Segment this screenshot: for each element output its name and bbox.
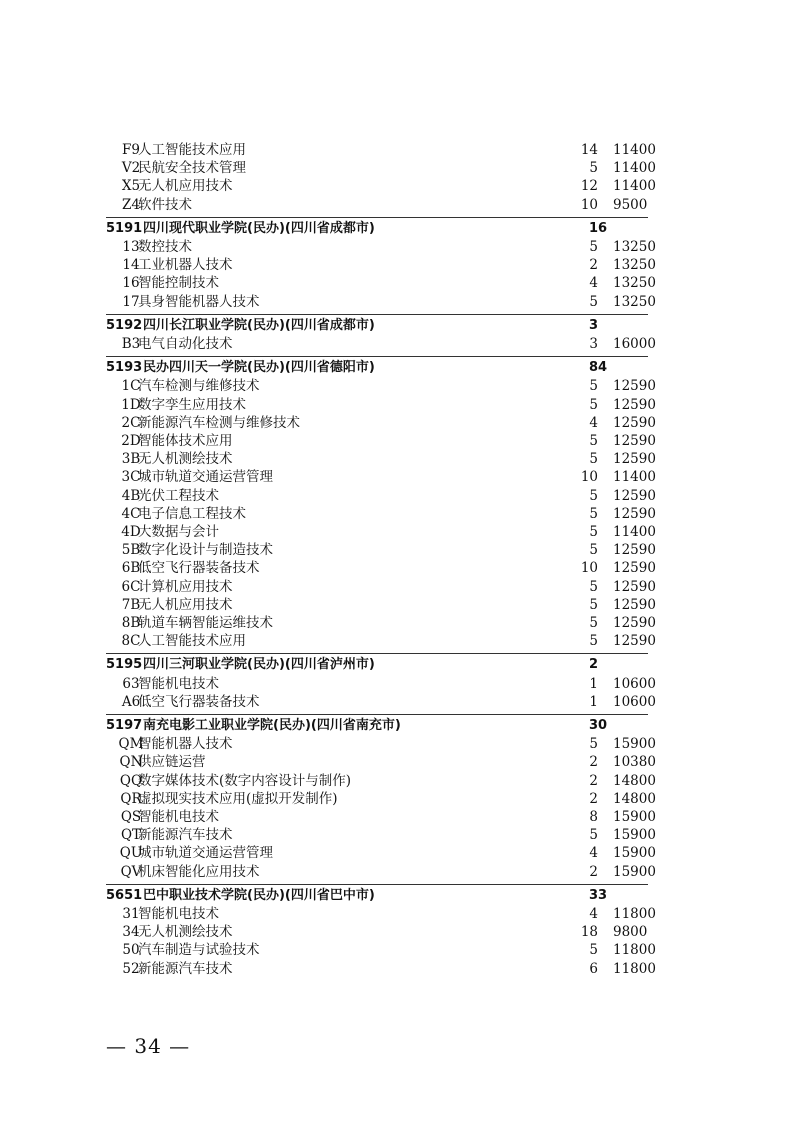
tuition-fee: 12590 bbox=[613, 487, 656, 504]
major-plan-count: 14 bbox=[580, 142, 598, 158]
major-row bbox=[0, 632, 800, 650]
major-name: 智能控制技术 bbox=[138, 275, 219, 292]
major-name: 城市轨道交通运营管理 bbox=[138, 845, 273, 862]
tuition-fee: 10600 bbox=[613, 693, 656, 710]
major-name: 无人机应用技术 bbox=[138, 178, 233, 195]
tuition-fee: 16000 bbox=[613, 336, 656, 352]
major-plan-count: 5 bbox=[589, 487, 598, 504]
major-row bbox=[0, 256, 800, 274]
school-divider bbox=[106, 217, 648, 218]
major-row bbox=[0, 274, 800, 292]
tuition-fee: 9500 bbox=[613, 196, 648, 213]
major-name: 新能源汽车检测与维修技术 bbox=[138, 414, 300, 431]
tuition-fee: 14800 bbox=[613, 790, 656, 807]
school-name: 四川长江职业学院(民办)(四川省成都市) bbox=[143, 317, 375, 333]
major-plan-count: 5 bbox=[589, 378, 598, 395]
major-name: 机床智能化应用技术 bbox=[138, 863, 260, 880]
major-plan-count: 2 bbox=[589, 863, 598, 880]
major-row bbox=[0, 826, 800, 844]
major-code: A6 bbox=[121, 693, 141, 710]
major-row bbox=[0, 541, 800, 559]
major-row bbox=[0, 487, 800, 505]
tuition-fee: 12590 bbox=[613, 596, 656, 613]
tuition-fee: 13250 bbox=[613, 293, 656, 310]
major-code: 2C bbox=[121, 414, 141, 431]
major-code: QR bbox=[120, 790, 142, 807]
major-plan-count: 5 bbox=[589, 239, 598, 255]
major-name: 无人机测绘技术 bbox=[138, 451, 233, 468]
major-name: 数字化设计与制造技术 bbox=[138, 542, 273, 559]
school-divider bbox=[106, 884, 648, 885]
tuition-fee: 12590 bbox=[613, 451, 656, 468]
major-name: 汽车制造与试验技术 bbox=[138, 942, 260, 959]
major-plan-count: 4 bbox=[589, 414, 598, 431]
major-plan-count: 5 bbox=[589, 942, 598, 959]
major-row bbox=[0, 735, 800, 753]
major-code: Z4 bbox=[122, 196, 140, 213]
major-name: 供应链运营 bbox=[138, 754, 206, 771]
major-row bbox=[0, 863, 800, 881]
major-name: 低空飞行器装备技术 bbox=[138, 693, 260, 710]
major-name: 无人机应用技术 bbox=[138, 596, 233, 613]
page-number: — 34 — bbox=[106, 1034, 191, 1058]
major-name: 低空飞行器装备技术 bbox=[138, 560, 260, 577]
tuition-fee: 11800 bbox=[613, 906, 656, 922]
major-name: 轨道车辆智能运维技术 bbox=[138, 615, 273, 631]
major-code: 34 bbox=[122, 924, 140, 941]
major-code: 50 bbox=[122, 942, 140, 959]
major-plan-count: 1 bbox=[589, 675, 598, 692]
major-code: 8B bbox=[121, 615, 141, 631]
major-row bbox=[0, 432, 800, 450]
major-plan-count: 5 bbox=[589, 293, 598, 310]
major-code: 14 bbox=[122, 257, 140, 274]
major-name: 数控技术 bbox=[138, 239, 192, 255]
major-plan-count: 10 bbox=[580, 469, 598, 486]
major-code: 2D bbox=[121, 433, 141, 449]
major-code: 13 bbox=[122, 239, 140, 255]
major-row bbox=[0, 614, 800, 632]
tuition-fee: 11400 bbox=[613, 178, 656, 195]
school-plan-count: 2 bbox=[589, 657, 599, 673]
major-name: 电子信息工程技术 bbox=[138, 505, 246, 522]
tuition-fee: 15900 bbox=[613, 863, 656, 880]
major-code: QS bbox=[120, 809, 142, 825]
major-row bbox=[0, 772, 800, 790]
major-name: 数字媒体技术(数字内容设计与制作) bbox=[138, 772, 352, 789]
major-code: 1C bbox=[121, 378, 141, 395]
tuition-fee: 13250 bbox=[613, 275, 656, 292]
major-row bbox=[0, 675, 800, 693]
tuition-fee: 12590 bbox=[613, 578, 656, 595]
major-code: 5B bbox=[121, 542, 141, 559]
major-row bbox=[0, 396, 800, 414]
tuition-fee: 12590 bbox=[613, 505, 656, 522]
school-header bbox=[0, 220, 800, 238]
school-name: 四川三河职业学院(民办)(四川省泸州市) bbox=[143, 657, 375, 673]
major-code: V2 bbox=[121, 160, 141, 177]
major-row bbox=[0, 790, 800, 808]
major-code: 1D bbox=[121, 396, 141, 413]
tuition-fee: 11400 bbox=[613, 524, 656, 540]
major-plan-count: 5 bbox=[589, 160, 598, 177]
tuition-fee: 15900 bbox=[613, 827, 656, 844]
school-header bbox=[0, 656, 800, 674]
major-code: 63 bbox=[122, 675, 140, 692]
tuition-fee: 12590 bbox=[613, 433, 656, 449]
tuition-fee: 12590 bbox=[613, 414, 656, 431]
major-row bbox=[0, 177, 800, 195]
school-header bbox=[0, 887, 800, 905]
tuition-fee: 10380 bbox=[613, 754, 656, 771]
major-plan-count: 4 bbox=[589, 275, 598, 292]
major-name: 电气自动化技术 bbox=[138, 336, 233, 352]
major-row bbox=[0, 905, 800, 923]
major-row bbox=[0, 505, 800, 523]
major-name: 民航安全技术管理 bbox=[138, 160, 246, 177]
tuition-fee: 12590 bbox=[613, 633, 656, 650]
major-row bbox=[0, 693, 800, 711]
major-name: 人工智能技术应用 bbox=[138, 142, 246, 158]
tuition-fee: 12590 bbox=[613, 396, 656, 413]
tuition-fee: 15900 bbox=[613, 845, 656, 862]
major-code: B3 bbox=[121, 336, 141, 352]
major-row bbox=[0, 468, 800, 486]
major-plan-count: 18 bbox=[580, 924, 598, 941]
major-name: 人工智能技术应用 bbox=[138, 633, 246, 650]
major-row bbox=[0, 844, 800, 862]
major-name: 智能机电技术 bbox=[138, 675, 219, 692]
major-row bbox=[0, 141, 800, 159]
major-name: 大数据与会计 bbox=[138, 524, 219, 540]
major-row bbox=[0, 377, 800, 395]
major-plan-count: 5 bbox=[589, 505, 598, 522]
major-row bbox=[0, 293, 800, 311]
major-plan-count: 2 bbox=[589, 754, 598, 771]
major-name: 软件技术 bbox=[138, 196, 192, 213]
school-code: 5195 bbox=[106, 657, 143, 673]
school-name: 南充电影工业职业学院(民办)(四川省南充市) bbox=[143, 718, 401, 733]
tuition-fee: 14800 bbox=[613, 772, 656, 789]
major-code: 3B bbox=[121, 451, 141, 468]
major-row bbox=[0, 941, 800, 959]
tuition-fee: 12590 bbox=[613, 615, 656, 631]
school-plan-count: 16 bbox=[589, 220, 608, 236]
major-plan-count: 5 bbox=[589, 524, 598, 540]
major-code: QQ bbox=[119, 772, 143, 789]
major-plan-count: 5 bbox=[589, 542, 598, 559]
major-row bbox=[0, 335, 800, 353]
school-code: 5651 bbox=[106, 887, 143, 903]
major-plan-count: 4 bbox=[589, 906, 598, 922]
major-code: 6C bbox=[121, 578, 141, 595]
tuition-fee: 15900 bbox=[613, 809, 656, 825]
tuition-fee: 13250 bbox=[613, 239, 656, 255]
tuition-fee: 10600 bbox=[613, 675, 656, 692]
school-header bbox=[0, 717, 800, 735]
major-code: X5 bbox=[121, 178, 141, 195]
school-divider bbox=[106, 714, 648, 715]
school-divider bbox=[106, 314, 648, 315]
major-row bbox=[0, 596, 800, 614]
school-divider bbox=[106, 356, 648, 357]
school-plan-count: 33 bbox=[589, 887, 608, 903]
tuition-fee: 12590 bbox=[613, 560, 656, 577]
major-name: 新能源汽车技术 bbox=[138, 827, 233, 844]
major-plan-count: 5 bbox=[589, 633, 598, 650]
major-plan-count: 5 bbox=[589, 596, 598, 613]
major-plan-count: 5 bbox=[589, 736, 598, 753]
tuition-fee: 11800 bbox=[613, 960, 656, 977]
major-name: 光伏工程技术 bbox=[138, 487, 219, 504]
major-name: 计算机应用技术 bbox=[138, 578, 233, 595]
tuition-fee: 9800 bbox=[613, 924, 648, 941]
tuition-fee: 11400 bbox=[613, 142, 656, 158]
major-row bbox=[0, 808, 800, 826]
tuition-fee: 11400 bbox=[613, 469, 656, 486]
major-name: 智能机电技术 bbox=[138, 906, 219, 922]
major-name: 工业机器人技术 bbox=[138, 257, 233, 274]
major-code: 17 bbox=[122, 293, 140, 310]
major-code: 3C bbox=[121, 469, 141, 486]
school-name: 四川现代职业学院(民办)(四川省成都市) bbox=[143, 220, 375, 236]
tuition-fee: 13250 bbox=[613, 257, 656, 274]
major-code: 31 bbox=[122, 906, 140, 922]
major-plan-count: 5 bbox=[589, 615, 598, 631]
major-code: 7B bbox=[121, 596, 141, 613]
school-name: 巴中职业技术学院(民办)(四川省巴中市) bbox=[143, 887, 375, 903]
school-code: 5191 bbox=[106, 220, 143, 236]
major-row bbox=[0, 196, 800, 214]
major-plan-count: 2 bbox=[589, 257, 598, 274]
major-plan-count: 2 bbox=[589, 790, 598, 807]
major-plan-count: 5 bbox=[589, 451, 598, 468]
school-header bbox=[0, 317, 800, 335]
major-row bbox=[0, 450, 800, 468]
major-code: 8C bbox=[121, 633, 141, 650]
major-row bbox=[0, 923, 800, 941]
major-code: QN bbox=[119, 754, 143, 771]
school-code: 5197 bbox=[106, 718, 143, 733]
major-name: 无人机测绘技术 bbox=[138, 924, 233, 941]
school-header bbox=[0, 359, 800, 377]
major-plan-count: 10 bbox=[580, 196, 598, 213]
school-code: 5192 bbox=[106, 317, 143, 333]
major-name: 虚拟现实技术应用(虚拟开发制作) bbox=[138, 790, 338, 807]
major-code: 52 bbox=[122, 960, 140, 977]
tuition-fee: 12590 bbox=[613, 542, 656, 559]
major-name: 智能机电技术 bbox=[138, 809, 219, 825]
school-plan-count: 84 bbox=[589, 360, 608, 376]
major-code: 4B bbox=[121, 487, 141, 504]
major-code: 6B bbox=[121, 560, 141, 577]
major-row bbox=[0, 753, 800, 771]
major-plan-count: 4 bbox=[589, 845, 598, 862]
major-row bbox=[0, 414, 800, 432]
major-plan-count: 3 bbox=[589, 336, 598, 352]
tuition-fee: 12590 bbox=[613, 378, 656, 395]
major-row bbox=[0, 960, 800, 978]
major-plan-count: 12 bbox=[580, 178, 598, 195]
major-row bbox=[0, 559, 800, 577]
major-name: 新能源汽车技术 bbox=[138, 960, 233, 977]
major-code: QU bbox=[119, 845, 143, 862]
major-plan-count: 5 bbox=[589, 827, 598, 844]
school-plan-count: 30 bbox=[589, 718, 608, 733]
major-plan-count: 1 bbox=[589, 693, 598, 710]
major-code: 16 bbox=[122, 275, 140, 292]
major-row bbox=[0, 523, 800, 541]
major-name: 城市轨道交通运营管理 bbox=[138, 469, 273, 486]
major-name: 智能体技术应用 bbox=[138, 433, 233, 449]
major-name: 数字孪生应用技术 bbox=[138, 396, 246, 413]
major-code: 4D bbox=[121, 524, 141, 540]
major-name: 汽车检测与维修技术 bbox=[138, 378, 260, 395]
school-divider bbox=[106, 653, 648, 654]
tuition-fee: 11800 bbox=[613, 942, 656, 959]
school-name: 民办四川天一学院(民办)(四川省德阳市) bbox=[143, 360, 375, 376]
major-row bbox=[0, 159, 800, 177]
major-code: 4C bbox=[121, 505, 141, 522]
major-plan-count: 8 bbox=[589, 809, 598, 825]
major-code: F9 bbox=[122, 142, 140, 158]
major-plan-count: 5 bbox=[589, 433, 598, 449]
tuition-fee: 15900 bbox=[613, 736, 656, 753]
school-plan-count: 3 bbox=[589, 317, 599, 333]
major-row bbox=[0, 578, 800, 596]
major-code: QT bbox=[120, 827, 142, 844]
major-code: QM bbox=[118, 736, 144, 753]
major-plan-count: 10 bbox=[580, 560, 598, 577]
school-code: 5193 bbox=[106, 360, 143, 376]
major-code: QV bbox=[120, 863, 142, 880]
major-plan-count: 6 bbox=[589, 960, 598, 977]
major-name: 具身智能机器人技术 bbox=[138, 293, 260, 310]
major-name: 智能机器人技术 bbox=[138, 736, 233, 753]
major-plan-count: 2 bbox=[589, 772, 598, 789]
tuition-fee: 11400 bbox=[613, 160, 656, 177]
major-plan-count: 5 bbox=[589, 578, 598, 595]
major-plan-count: 5 bbox=[589, 396, 598, 413]
major-row bbox=[0, 238, 800, 256]
